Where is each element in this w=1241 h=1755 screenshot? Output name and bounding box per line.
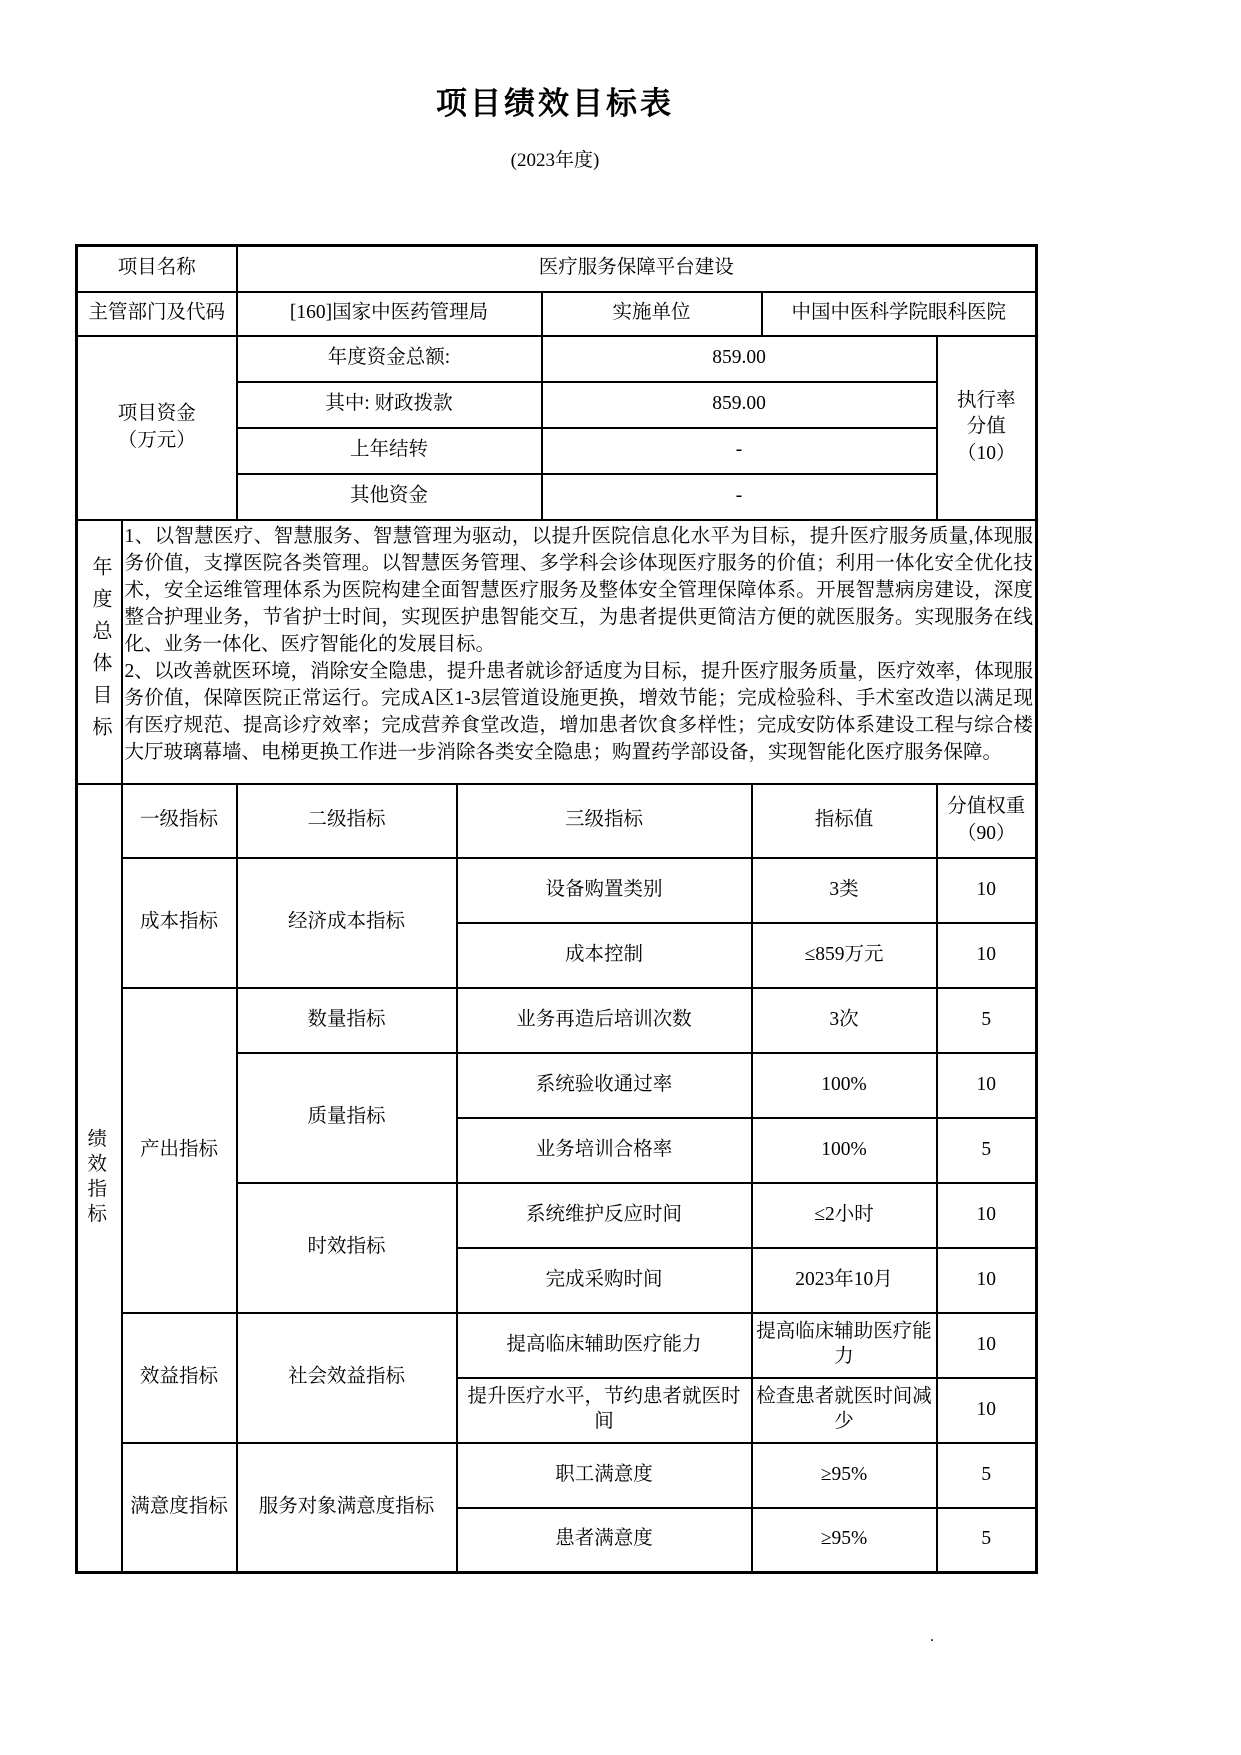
header-weight-line2: （90） [957, 822, 1016, 844]
annual-goal-side-label: 年度总体目标 [89, 555, 112, 748]
row-project-name [77, 246, 1037, 292]
row-fund-total [77, 336, 1037, 382]
project-name-label: 项目名称 [77, 246, 237, 292]
value-clinical-assist: 提高临床辅助医疗能力 [752, 1313, 937, 1378]
level2-quality: 质量指标 [237, 1053, 457, 1183]
level2-social-benefit: 社会效益指标 [237, 1313, 457, 1443]
level3-training-pass-rate: 业务培训合格率 [457, 1118, 752, 1183]
value-patient-satisfaction: ≥95% [752, 1508, 937, 1573]
row-department [77, 292, 1037, 336]
score-acceptance-rate: 10 [937, 1053, 1037, 1118]
project-funds-label-line2: （万元） [117, 429, 196, 451]
score-staff-satisfaction: 5 [937, 1443, 1037, 1508]
page-subtitle: (2023年度) [510, 150, 600, 171]
fund-total-value: 859.00 [542, 336, 937, 382]
execution-rate-line3: （10） [957, 442, 1016, 464]
annual-goal-text-cell [122, 520, 1037, 784]
project-funds-label [77, 336, 237, 520]
fund-other-label: 其他资金 [237, 474, 542, 520]
header-value: 指标值 [752, 784, 937, 858]
dept-value: [160]国家中医药管理局 [237, 292, 542, 336]
indicator-row [77, 1443, 1037, 1508]
row-indicator-header [77, 784, 1037, 858]
value-training-pass-rate: 100% [752, 1118, 937, 1183]
value-procurement-time: 2023年10月 [752, 1248, 937, 1313]
score-training-pass-rate: 5 [937, 1118, 1037, 1183]
impl-unit-value: 中国中医科学院眼科医院 [762, 292, 1037, 336]
level2-economic-cost: 经济成本指标 [237, 858, 457, 988]
level3-training-times: 业务再造后培训次数 [457, 988, 752, 1053]
level2-service-satisfaction: 服务对象满意度指标 [237, 1443, 457, 1573]
score-procurement-time: 10 [937, 1248, 1037, 1313]
scan-artifact-dot: . [930, 1628, 934, 1645]
level1-output: 产出指标 [122, 988, 237, 1313]
level3-staff-satisfaction: 职工满意度 [457, 1443, 752, 1508]
score-equipment-category: 10 [937, 858, 1037, 923]
value-maintenance-response: ≤2小时 [752, 1183, 937, 1248]
performance-target-table [75, 244, 1038, 1574]
level1-cost: 成本指标 [122, 858, 237, 988]
level3-procurement-time: 完成采购时间 [457, 1248, 752, 1313]
fund-carryover-label: 上年结转 [237, 428, 542, 474]
level3-equipment-category: 设备购置类别 [457, 858, 752, 923]
header-weight [937, 784, 1037, 858]
value-medical-level: 检查患者就医时间减少 [752, 1378, 937, 1443]
dept-label: 主管部门及代码 [77, 292, 237, 336]
score-patient-satisfaction: 5 [937, 1508, 1037, 1573]
level2-timeliness: 时效指标 [237, 1183, 457, 1313]
score-medical-level: 10 [937, 1378, 1037, 1443]
level3-clinical-assist: 提高临床辅助医疗能力 [457, 1313, 752, 1378]
level1-benefit: 效益指标 [122, 1313, 237, 1443]
page-title: 项目绩效目标表 [436, 86, 674, 121]
value-cost-control: ≤859万元 [752, 923, 937, 988]
score-training-times: 5 [937, 988, 1037, 1053]
annual-goal-para1: 1、以智慧医疗、智慧服务、智慧管理为驱动，以提升医院信息化水平为目标，提升医疗服务质量,体现服务价值，支撑医院各类管理。以智慧医务管理、多学科会诊体现医疗服务的价值；利用一体化安全优化技术，安全运维管理体系为医院构建全面智慧医疗服务及整体安全管理保障体系。开展智慧病房建设，深度整合护理业务，节省护士时间，实现医护患智能交互，为患者提供更简洁方便的就医服务。实现服务在线化、业务一体化、医疗智能化的发展目标。 [124, 525, 1034, 655]
performance-indicator-side-label-cell [77, 784, 122, 1573]
document-sheet [75, 0, 1035, 1574]
value-staff-satisfaction: ≥95% [752, 1443, 937, 1508]
indicator-row [77, 858, 1037, 923]
fund-carryover-value: - [542, 428, 937, 474]
impl-unit-label: 实施单位 [542, 292, 762, 336]
header-weight-line1: 分值权重 [947, 796, 1026, 818]
level2-quantity: 数量指标 [237, 988, 457, 1053]
score-clinical-assist: 10 [937, 1313, 1037, 1378]
annual-goal-text [125, 523, 1034, 781]
level1-satisfaction: 满意度指标 [122, 1443, 237, 1573]
performance-indicator-side-label: 绩效指标 [87, 1128, 111, 1225]
header-level1: 一级指标 [122, 784, 237, 858]
fund-other-value: - [542, 474, 937, 520]
level3-cost-control: 成本控制 [457, 923, 752, 988]
level3-patient-satisfaction: 患者满意度 [457, 1508, 752, 1573]
score-maintenance-response: 10 [937, 1183, 1037, 1248]
execution-rate-line1: 执行率 [957, 390, 1016, 412]
level3-medical-level: 提升医疗水平，节约患者就医时间 [457, 1378, 752, 1443]
row-annual-goal [77, 520, 1037, 784]
execution-rate-score-label [937, 336, 1037, 520]
fund-total-label: 年度资金总额: [237, 336, 542, 382]
score-cost-control: 10 [937, 923, 1037, 988]
level3-maintenance-response: 系统维护反应时间 [457, 1183, 752, 1248]
project-name-value: 医疗服务保障平台建设 [237, 246, 1037, 292]
fund-fiscal-value: 859.00 [542, 382, 937, 428]
indicator-row [77, 1313, 1037, 1378]
value-equipment-category: 3类 [752, 858, 937, 923]
indicator-row [77, 988, 1037, 1053]
value-training-times: 3次 [752, 988, 937, 1053]
header-level2: 二级指标 [237, 784, 457, 858]
annual-goal-side-label-cell [77, 520, 122, 784]
fund-fiscal-label: 其中: 财政拨款 [237, 382, 542, 428]
annual-goal-para2: 2、以改善就医环境，消除安全隐患，提升患者就诊舒适度为目标，提升医疗服务质量，医疗效率，体现服务价值，保障医院正常运行。完成A区1-3层管道设施更换，增效节能；完成检验科、手术室改造以满足现有医疗规范、提高诊疗效率；完成营养食堂改造，增加患者饮食多样性；完成安防体系建设工程与综合楼大厅玻璃幕墙、电梯更换工作进一步消除各类安全隐患；购置药学部设备，实现智能化医疗服务保障。 [124, 660, 1034, 763]
level3-acceptance-rate: 系统验收通过率 [457, 1053, 752, 1118]
header-level3: 三级指标 [457, 784, 752, 858]
value-acceptance-rate: 100% [752, 1053, 937, 1118]
project-funds-label-line1: 项目资金 [117, 403, 196, 425]
execution-rate-line2: 分值 [966, 416, 1006, 438]
